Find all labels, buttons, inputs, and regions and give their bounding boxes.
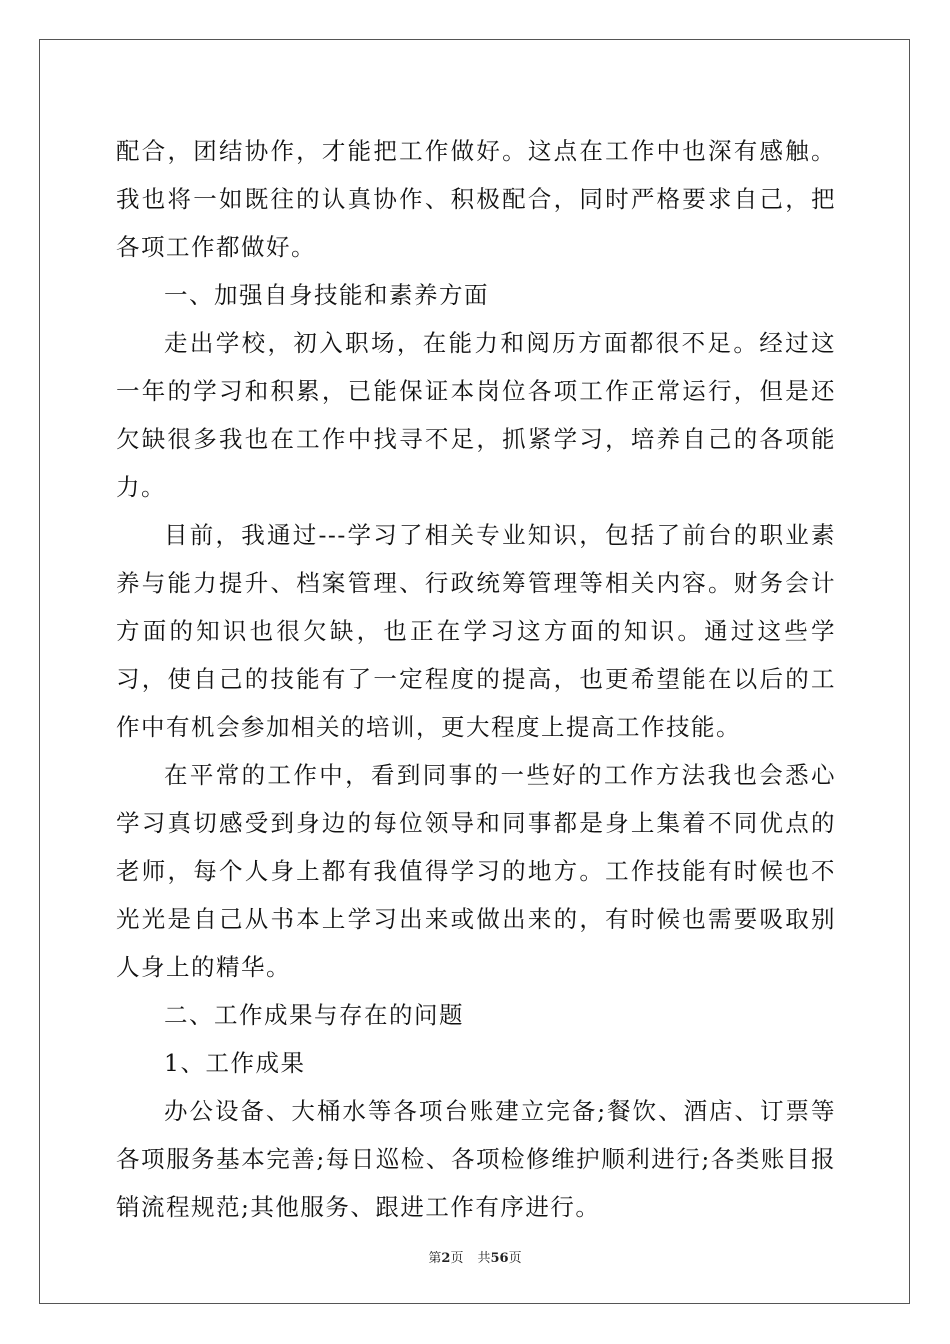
paragraph-3: 目前，我通过---学习了相关专业知识，包括了前台的职业素养与能力提升、档案管理、行政统筹管理等相关内容。财务会计方面的知识也很欠缺，也正在学习这方面的知识。通过这些学习，使自己的技能有了一定程度的提高，也更希望能在以后的工作中有机会参加相关的培训，更大程度上提高工作技能。 [116, 521, 836, 741]
subsection-heading-1: 1、工作成果 [164, 1049, 306, 1077]
footer-total-unit: 页 [508, 1251, 522, 1266]
footer-page-number: 2 [441, 1251, 451, 1266]
section-heading-1: 一、加强自身技能和素养方面 [164, 281, 489, 309]
paragraph-1: 配合，团结协作，才能把工作做好。这点在工作中也深有感触。我也将一如既往的认真协作、积极配合，同时严格要求自己，把各项工作都做好。 [116, 137, 836, 261]
document-body [116, 127, 836, 1231]
paragraph-5: 办公设备、大桶水等各项台账建立完备;餐饮、酒店、订票等各项服务基本完善;每日巡检、各项检修维护顺利进行;各类账目报销流程规范;其他服务、跟进工作有序进行。 [116, 1097, 836, 1221]
page-footer [0, 1247, 950, 1266]
footer-page-unit: 页 [450, 1251, 464, 1266]
footer-prefix: 第 [428, 1251, 442, 1266]
paragraph-2: 走出学校，初入职场，在能力和阅历方面都很不足。经过这一年的学习和积累，已能保证本岗位各项工作正常运行，但是还欠缺很多我也在工作中找寻不足，抓紧学习，培养自己的各项能力。 [116, 329, 836, 501]
footer-total-prefix: 共 [477, 1251, 491, 1266]
footer-total-pages: 56 [490, 1251, 509, 1266]
section-heading-2: 二、工作成果与存在的问题 [164, 1001, 464, 1029]
paragraph-4: 在平常的工作中，看到同事的一些好的工作方法我也会悉心学习真切感受到身边的每位领导和同事都是身上集着不同优点的老师，每个人身上都有我值得学习的地方。工作技能有时候也不光光是自己从书本上学习出来或做出来的，有时候也需要吸取别人身上的精华。 [116, 761, 836, 981]
